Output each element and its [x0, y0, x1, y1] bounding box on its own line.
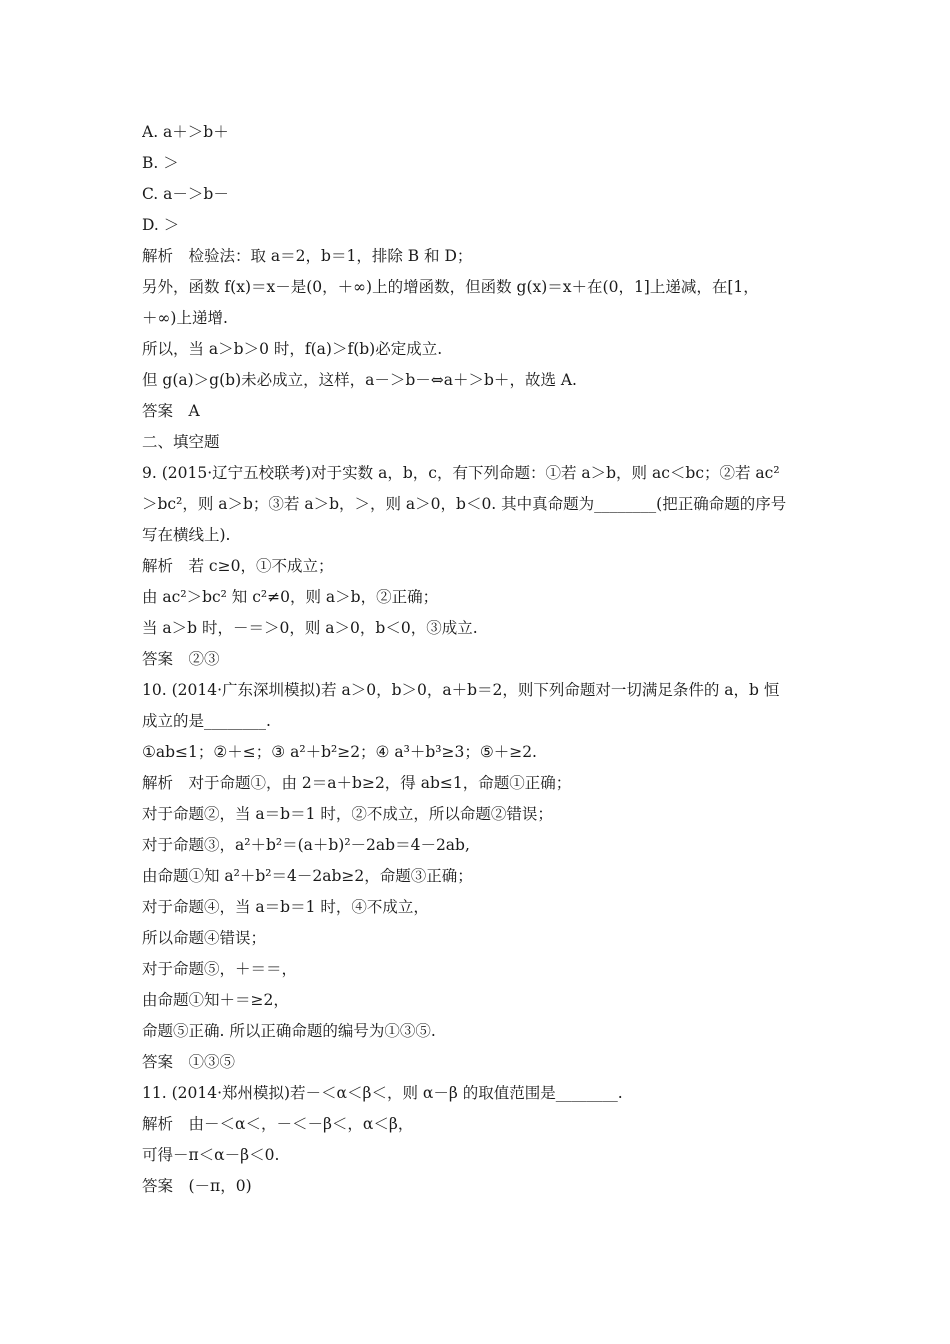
- solution-line: 可得－π＜α－β＜0.: [142, 1146, 280, 1164]
- solution-line: 解析 由－＜α＜，－＜－β＜，α＜β，: [142, 1115, 414, 1133]
- option-c: C. a－＞b－: [142, 185, 229, 203]
- answer-line: 答案 ①③⑤: [142, 1053, 236, 1071]
- question-10: 10. (2014·广东深圳模拟)若 a＞0，b＞0，a＋b＝2，则下列命题对一切满足条件的 a，b 恒: [142, 681, 780, 699]
- option-b: B. ＞: [142, 154, 179, 172]
- solution-line: 由命题①知 a²＋b²＝4－2ab≥2，命题③正确；: [142, 867, 473, 885]
- solution-line: 由命题①知＋＝≥2，: [142, 991, 289, 1009]
- section-heading: 二、填空题: [142, 433, 220, 451]
- solution-line: 对于命题④，当 a＝b＝1 时，④不成立，: [142, 898, 429, 916]
- solution-line: 对于命题②，当 a＝b＝1 时，②不成立，所以命题②错误；: [142, 805, 553, 823]
- solution-line: 由 ac²＞bc² 知 c²≠0，则 a＞b，②正确；: [142, 588, 439, 606]
- solution-line: ＋∞)上递增.: [142, 309, 228, 327]
- answer-line: 答案 A: [142, 402, 200, 420]
- question-10: 成立的是________.: [142, 712, 271, 730]
- question-9: ＞bc²，则 a＞b；③若 a＞b，＞，则 a＞0，b＜0. 其中真命题为________(把正确命题的序号: [142, 495, 787, 513]
- solution-line: 命题⑤正确. 所以正确命题的编号为①③⑤.: [142, 1022, 436, 1040]
- solution-line: 解析 若 c≥0，①不成立；: [142, 557, 334, 575]
- solution-line: 当 a＞b 时，－＝＞0，则 a＞0，b＜0，③成立.: [142, 619, 478, 637]
- question-9: 写在横线上).: [142, 526, 231, 544]
- solution-line: 对于命题③，a²＋b²＝(a＋b)²－2ab＝4－2ab,: [142, 836, 470, 854]
- question-11: 11. (2014·郑州模拟)若－＜α＜β＜，则 α－β 的取值范围是________.: [142, 1084, 623, 1102]
- question-10-propositions: ①ab≤1；②＋≤；③ a²＋b²≥2；④ a³＋b³≥3；⑤＋≥2.: [142, 743, 537, 761]
- solution-line: 但 g(a)＞g(b)未必成立，这样，a－＞b－⇔a＋＞b＋，故选 A.: [142, 371, 577, 389]
- answer-line: 答案 (－π，0): [142, 1177, 252, 1195]
- question-9: 9. (2015·辽宁五校联考)对于实数 a，b，c，有下列命题：①若 a＞b，则 ac＜bc；②若 ac²: [142, 464, 780, 482]
- solution-line: 对于命题⑤，＋＝＝，: [142, 960, 298, 978]
- solution-line: 所以，当 a＞b＞0 时，f(a)＞f(b)必定成立.: [142, 340, 443, 358]
- solution-line: 解析 检验法：取 a＝2，b＝1，排除 B 和 D；: [142, 247, 473, 265]
- answer-line: 答案 ②③: [142, 650, 220, 668]
- solution-line: 所以命题④错误；: [142, 929, 267, 947]
- option-a: A. a＋＞b＋: [142, 123, 229, 141]
- solution-line: 解析 对于命题①，由 2＝a＋b≥2，得 ab≤1，命题①正确；: [142, 774, 572, 792]
- option-d: D. ＞: [142, 216, 180, 234]
- solution-line: 另外，函数 f(x)＝x－是(0，＋∞)上的增函数，但函数 g(x)＝x＋在(0，1]上递减，在[1，: [142, 278, 759, 296]
